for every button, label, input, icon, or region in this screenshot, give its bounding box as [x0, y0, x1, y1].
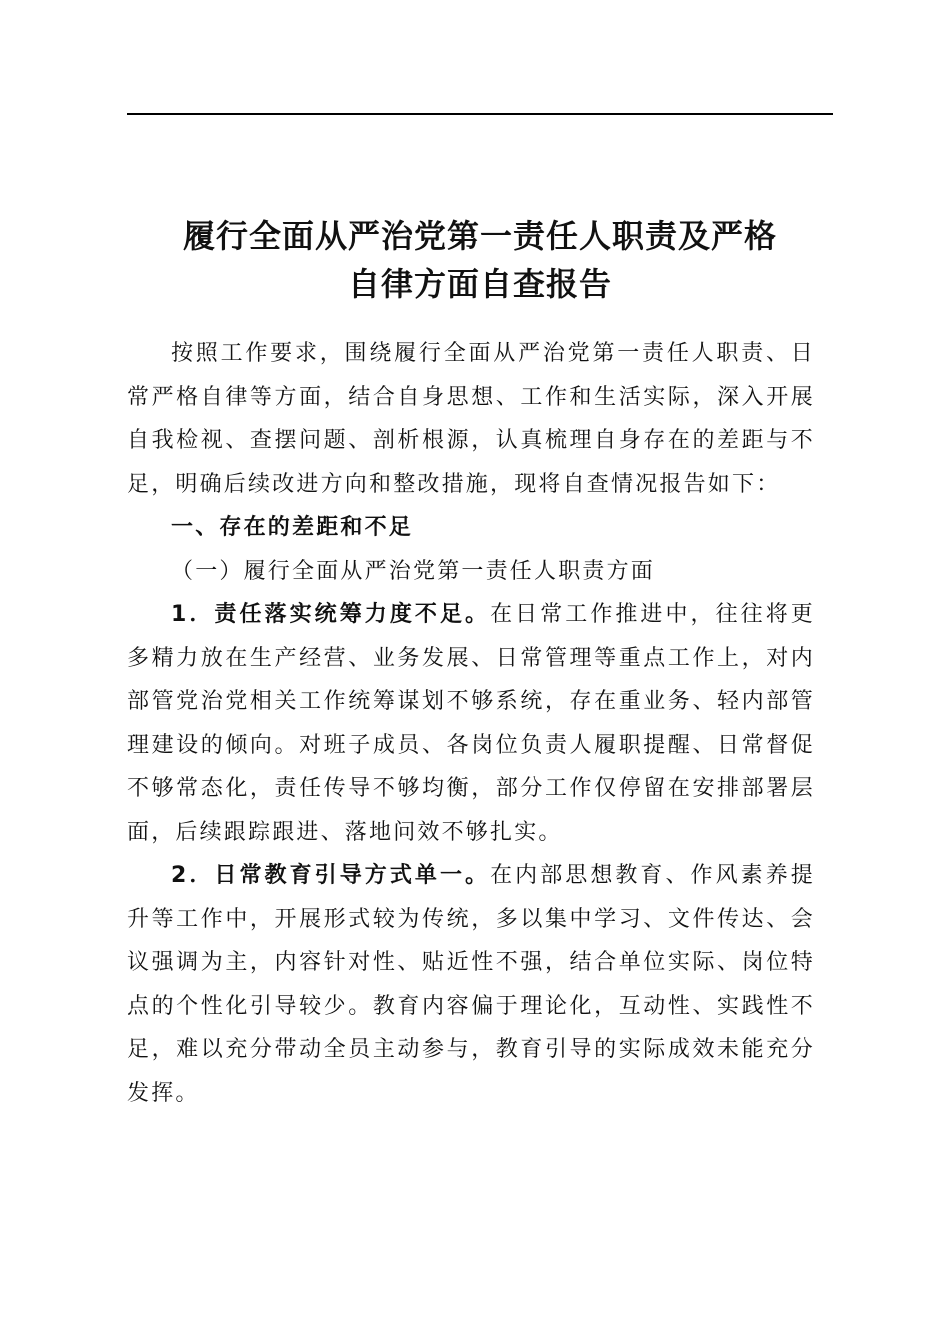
title-line-2: 自律方面自查报告 [347, 265, 612, 303]
item-paragraph-1 [127, 593, 815, 854]
item-1-text: 在日常工作推进中，往往将更多精力放在生产经营、业务发展、日常管理等重点工作上，对内部管党治党相关工作统筹谋划不够系统，存在重业务、轻内部管理建设的倾向。对班子成员、各岗位负责人履职提醒、日常督促不够常态化，责任传导不够均衡，部分工作仅停留在安排部署层面，后续跟踪跟进、落地问效不够扎实。 [127, 602, 815, 845]
header-rule [127, 113, 833, 115]
item-2-text: 在内部思想教育、作风素养提升等工作中，开展形式较为传统，多以集中学习、文件传达、会议强调为主，内容针对性、贴近性不强，结合单位实际、岗位特点的个性化引导较少。教育内容偏于理论化，互动性、实践性不足，难以充分带动全员主动参与，教育引导的实际成效未能充分发挥。 [127, 863, 815, 1106]
document-body [127, 332, 815, 1115]
title-line-1: 履行全面从严治党第一责任人职责及严格 [182, 217, 777, 255]
intro-paragraph: 按照工作要求，围绕履行全面从严治党第一责任人职责、日常严格自律等方面，结合自身思想、工作和生活实际，深入开展自我检视、查摆问题、剖析根源，认真梳理自身存在的差距与不足，明确后续改进方向和整改措施，现将自查情况报告如下： [127, 341, 815, 497]
item-paragraph-2 [127, 854, 815, 1115]
subsection-heading: （一）履行全面从严治党第一责任人职责方面 [171, 558, 656, 584]
document-title [127, 212, 833, 308]
section-heading: 一、存在的差距和不足 [171, 515, 414, 540]
item-2-lead: 2．日常教育引导方式单一。 [171, 863, 491, 888]
item-1-lead: 1．责任落实统筹力度不足。 [171, 602, 491, 627]
